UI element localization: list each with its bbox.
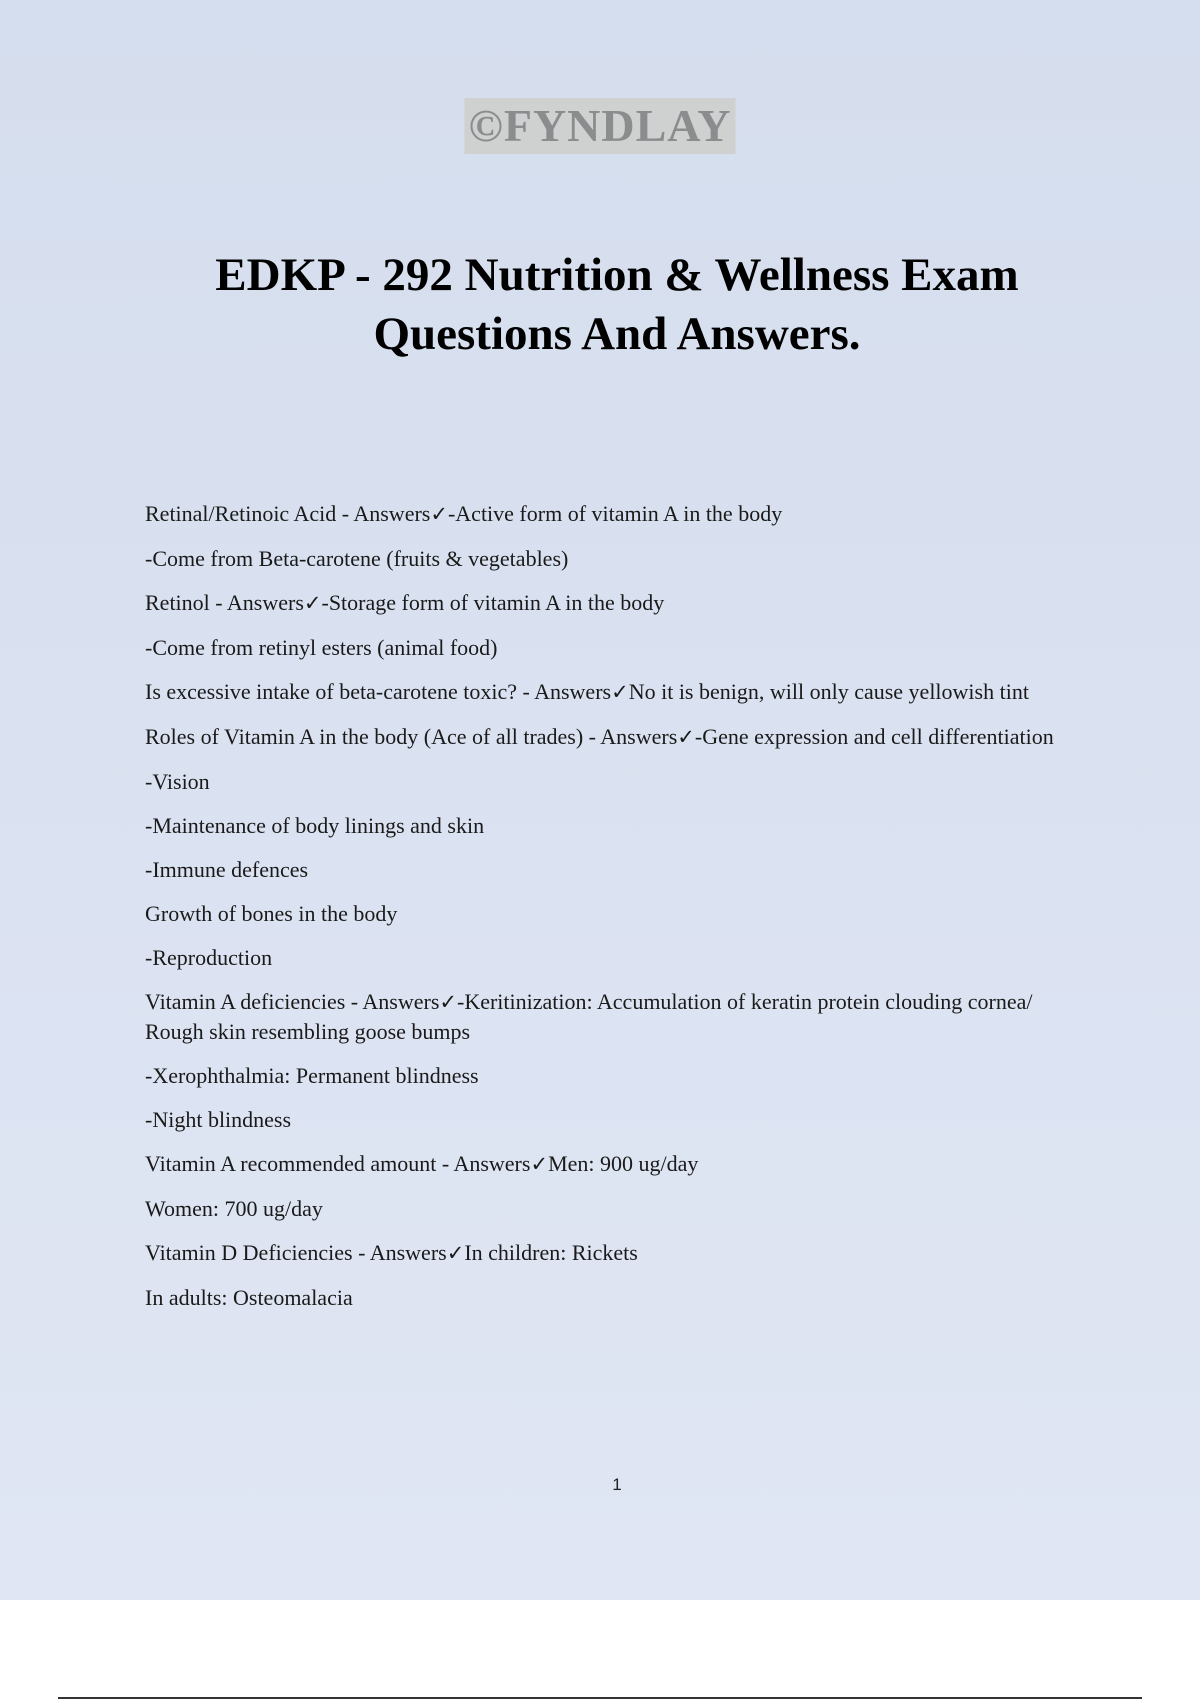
qa-item [145, 633, 1090, 662]
qa-item-prefix: Vitamin A deficiencies - Answers [145, 989, 440, 1014]
qa-item-prefix: -Night blindness [145, 1107, 292, 1132]
qa-item-answer: -Active form of vitamin A in the body [447, 501, 783, 526]
qa-item [145, 1238, 1090, 1268]
qa-item [145, 1149, 1090, 1179]
next-page-divider [58, 1697, 1142, 1699]
qa-item [145, 899, 1090, 928]
qa-item-prefix: -Maintenance of body linings and skin [145, 813, 485, 838]
qa-item-prefix: Women: 700 ug/day [145, 1196, 323, 1221]
checkmark-icon: ✓ [677, 725, 695, 749]
qa-item [145, 677, 1090, 707]
qa-item [145, 1061, 1090, 1090]
qa-item-answer: In children: Rickets [464, 1240, 638, 1265]
qa-item [145, 767, 1090, 796]
checkmark-icon: ✓ [439, 990, 457, 1014]
checkmark-icon: ✓ [446, 1241, 465, 1265]
qa-item [145, 811, 1090, 840]
qa-item-answer: -Keritinization: Accumulation of keratin protein clouding cornea/ Rough skin resembling goose bumps [145, 989, 1033, 1044]
title-line-2: Questions And Answers. [373, 308, 861, 360]
qa-list [145, 499, 1090, 1327]
checkmark-icon: ✓ [430, 502, 448, 526]
qa-item-answer: -Storage form of vitamin A in the body [321, 590, 665, 615]
qa-item [145, 1105, 1090, 1134]
checkmark-icon: ✓ [611, 680, 629, 704]
qa-item-prefix: Vitamin A recommended amount - Answers [145, 1151, 531, 1176]
qa-item [145, 722, 1090, 752]
qa-item [145, 499, 1090, 529]
qa-item-prefix: -Reproduction [145, 945, 273, 970]
qa-item-prefix: Growth of bones in the body [145, 901, 398, 926]
copyright-watermark: ©FYNDLAY [464, 98, 735, 154]
qa-item [145, 855, 1090, 884]
title-line-1: EDKP - 292 Nutrition & Wellness Exam [215, 249, 1019, 301]
qa-item-prefix: -Come from retinyl esters (animal food) [145, 635, 498, 660]
qa-item [145, 1194, 1090, 1223]
document-title [100, 246, 1134, 364]
qa-item [145, 987, 1090, 1046]
qa-item-prefix: Vitamin D Deficiencies - Answers [145, 1240, 447, 1265]
qa-item-answer: No it is benign, will only cause yellowish tint [628, 679, 1029, 704]
qa-item [145, 544, 1090, 573]
qa-item [145, 1283, 1090, 1312]
qa-item-prefix: Roles of Vitamin A in the body (Ace of all trades) - Answers [145, 724, 678, 749]
qa-item-prefix: Retinol - Answers [145, 590, 304, 615]
checkmark-icon: ✓ [530, 1152, 549, 1176]
qa-item-prefix: -Vision [145, 769, 210, 794]
qa-item-prefix: -Come from Beta-carotene (fruits & vegetables) [145, 546, 569, 571]
qa-item-prefix: In adults: Osteomalacia [145, 1285, 353, 1310]
qa-item-answer: -Gene expression and cell differentiation [694, 724, 1054, 749]
checkmark-icon: ✓ [303, 591, 322, 615]
page-number: 1 [612, 1475, 622, 1494]
qa-item [145, 588, 1090, 618]
qa-item-prefix: Is excessive intake of beta-carotene toxic? - Answers [145, 679, 612, 704]
qa-item-answer: Men: 900 ug/day [548, 1151, 699, 1176]
qa-item-prefix: Retinal/Retinoic Acid - Answers [145, 501, 431, 526]
qa-item-prefix: -Xerophthalmia: Permanent blindness [145, 1063, 479, 1088]
qa-item-prefix: -Immune defences [145, 857, 309, 882]
qa-item [145, 943, 1090, 972]
